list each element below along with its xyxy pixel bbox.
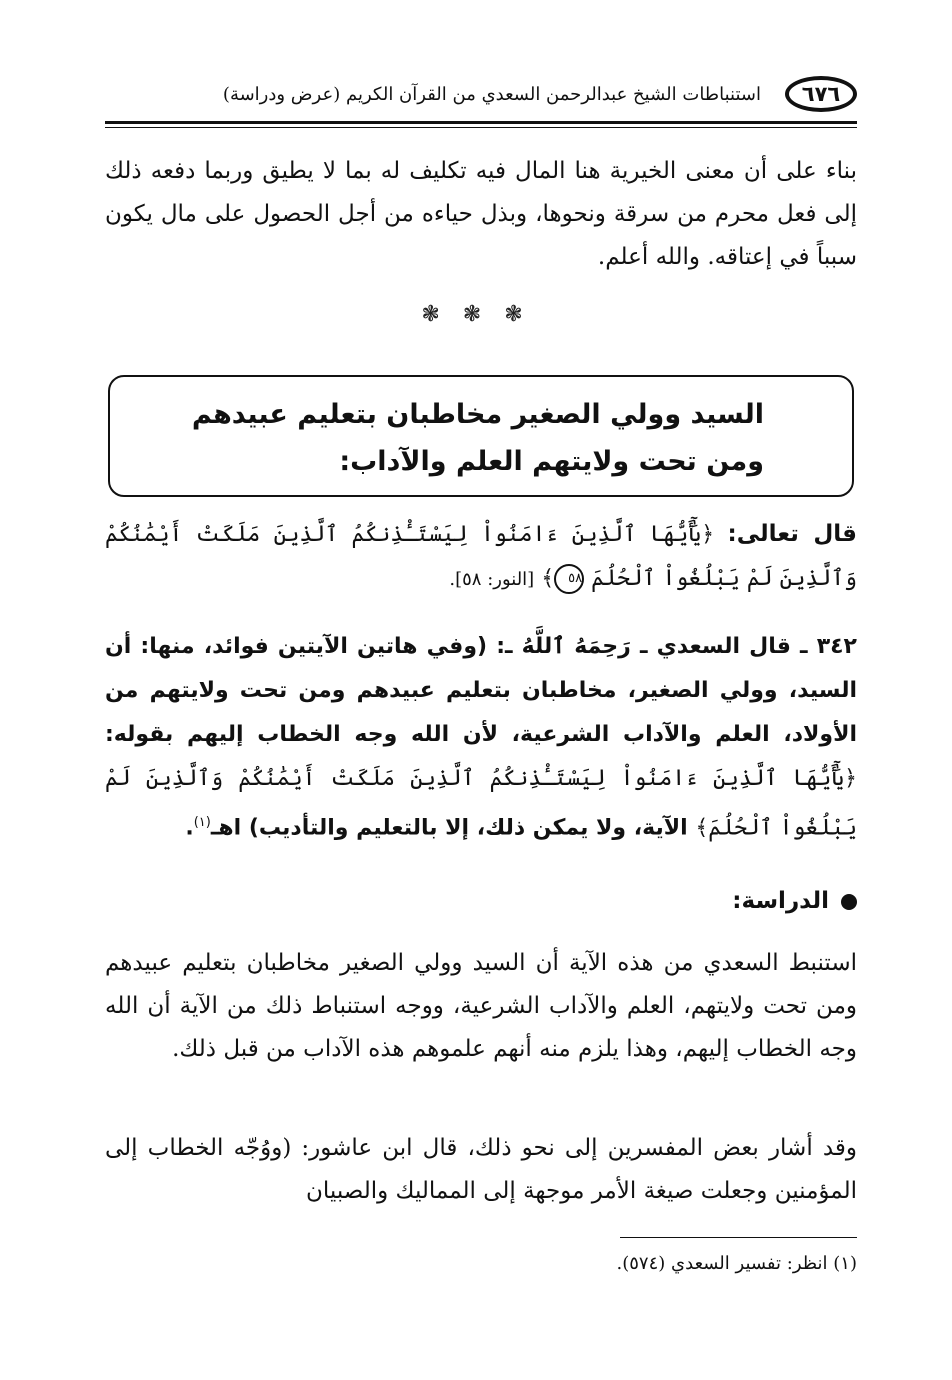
quran-verse <box>105 512 857 602</box>
saadi-quote: ٣٤٢ ـ قال السعدي ـ رَحِمَهُ ٱللَّهُ ـ: (وفي هاتين الآيتين فوائد، منها: أن السيد، وولي الصغير، مخاطبان بتعليم عبيدهم ومن تحت ولايتهم من الأولاد، العلم والآداب الشرعية، لأن الله وجه الخطاب إليهم بقوله: ﴿يَٰٓأَيُّهَا ٱلَّذِينَ ءَامَنُواْ لِيَسْتَـْٔذِنكُمُ ٱلَّذِينَ مَلَكَتْ أَيْمَٰنُكُمْ وَٱلَّذِينَ لَمْ يَبْلُغُواْ ٱلْحُلُمَ﴾ الآية، ولا يمكن ذلك، إلا بالتعليم والتأديب) اهـ$^{(١)}$. <box>105 634 857 841</box>
study-heading-text: الدراسة: <box>732 888 829 914</box>
page-number: ٦٧٦ <box>785 76 857 112</box>
quote-ayah: ﴿يَٰٓأَيُّهَا ٱلَّذِينَ ءَامَنُواْ لِيَسْتَـْٔذِنكُمُ ٱلَّذِينَ مَلَكَتْ أَيْمَٰنُكُمْ وَٱلَّذِينَ لَمْ يَبْلُغُواْ ٱلْحُلُمَ﴾ <box>105 766 857 841</box>
section-title-line-2: ومن تحت ولايتهم العلم والآداب: <box>339 446 764 477</box>
study-heading <box>457 888 857 914</box>
study-paragraph-1: استنبط السعدي من هذه الآية أن السيد وولي الصغير مخاطبان بتعليم عبيدهم ومن تحت ولايتهم، العلم والآداب الشرعية، ووجه استنباط ذلك من الآية أن الله وجه الخطاب إليهم، وهذا يلزم منه أنهم علموهم هذه الآداب من قبل ذلك. <box>105 950 857 1062</box>
intro-paragraph: بناء على أن معنى الخيرية هنا المال فيه تكليف له بما لا يطيق وربما دفعه ذلك إلى فعل محرم من سرقة ونحوها، وبذل حياءه من أجل الحصول على مال يكون سبباً في إعتاقه. والله أعلم. <box>105 158 857 270</box>
page-header <box>105 72 857 120</box>
quote-number-lead: ٣٤٢ ـ قال السعدي ـ رَحِمَهُ ٱللَّهُ ـ: <box>496 634 857 659</box>
verse-reference: [النور: ٥٨]. <box>449 569 535 590</box>
quote-text-1: (وفي هاتين الآيتين فوائد، منها: أن السيد، وولي الصغير، مخاطبان بتعليم عبيدهم ومن تحت ولايتهم من الأولاد، العلم والآداب الشرعية، لأن الله وجه الخطاب إليهم بقوله: <box>105 634 857 747</box>
ayah-number-badge: ٥٨ <box>554 564 584 594</box>
section-separator: ❃ ❃ ❃ <box>421 302 531 327</box>
quote-text-2: الآية، ولا يمكن ذلك، إلا بالتعليم والتأديب) اهـ <box>210 815 688 841</box>
verse-lead: قال تعالى: <box>727 521 857 547</box>
bullet-icon <box>841 894 857 910</box>
section-title-box <box>108 375 854 497</box>
header-rule-thin <box>105 127 857 128</box>
verse-text: ﴿يَٰٓأَيُّهَا ٱلَّذِينَ ءَامَنُواْ لِيَسْتَـْٔذِنكُمُ ٱلَّذِينَ مَلَكَتْ أَيْمَٰنُكُمْ وَٱلَّذِينَ لَمْ يَبْلُغُواْ ٱلْحُلُمَ <box>105 522 857 591</box>
footnote-marker: (١) <box>193 815 211 830</box>
study-paragraph-2: وقد أشار بعض المفسرين إلى نحو ذلك، قال ابن عاشور: (ووُجّه الخطاب إلى المؤمنين وجعلت صيغة الأمر موجهة إلى المماليك والصبيان <box>105 1135 857 1204</box>
footnote: (١) انظر: تفسير السعدي (٥٧٤). <box>616 1253 857 1274</box>
verse-close-bracket: ﴾ <box>541 566 555 591</box>
header-rule-thick <box>105 121 857 124</box>
section-title-line-1: السيد وولي الصغير مخاطبان بتعليم عبيدهم <box>191 399 764 430</box>
running-title: استنباطات الشيخ عبدالرحمن السعدي من القرآن الكريم (عرض ودراسة) <box>222 84 761 105</box>
footnote-divider <box>620 1237 857 1238</box>
